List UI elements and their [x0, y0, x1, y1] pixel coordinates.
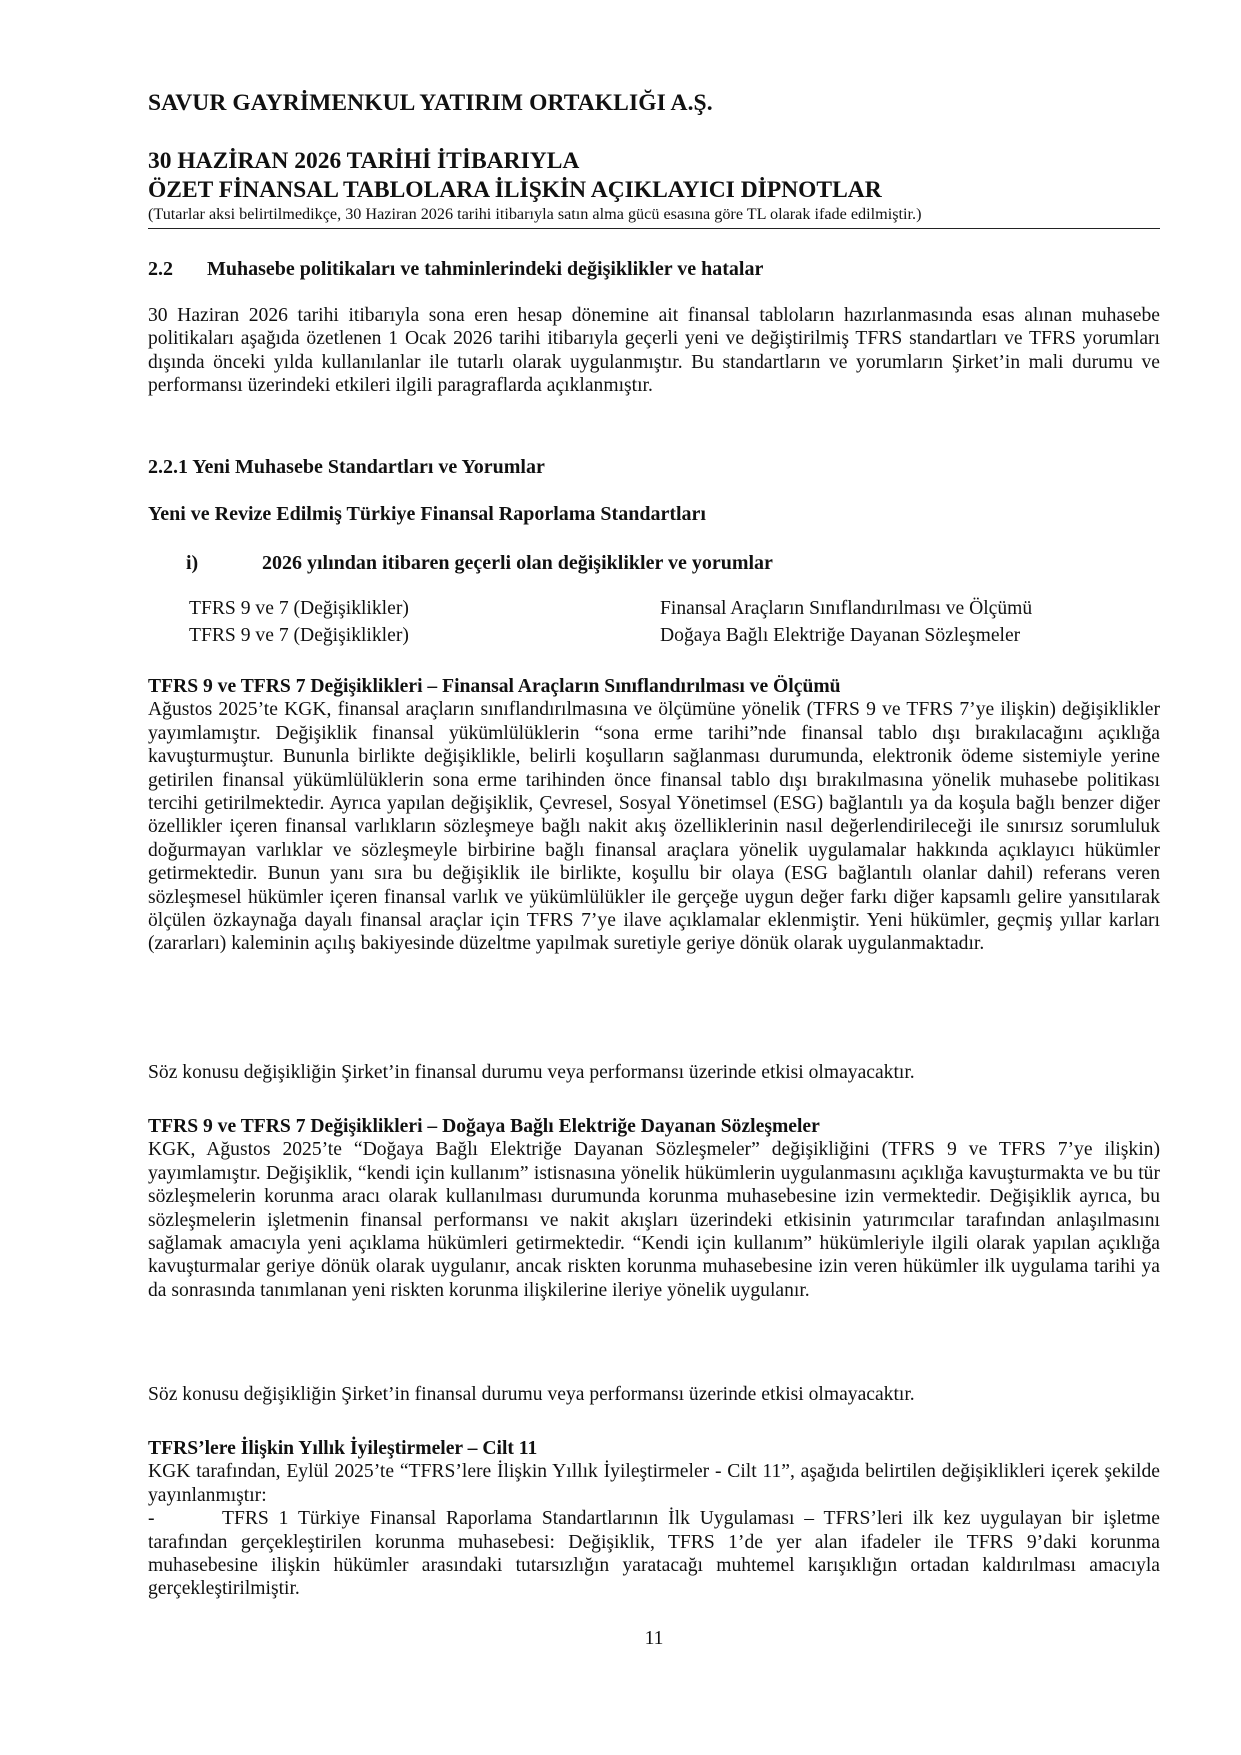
standard-description: Doğaya Bağlı Elektriğe Dayanan Sözleşmeler — [660, 625, 1021, 646]
report-title-line2: ÖZET FİNANSAL TABLOLARA İLİŞKİN AÇIKLAYICI DİPNOTLAR — [148, 177, 882, 203]
standard-description: Finansal Araçların Sınıflandırılması ve Ölçümü — [660, 598, 1033, 619]
header-divider — [148, 228, 1160, 229]
item-title: 2026 yılından itibaren geçerli olan değişiklikler ve yorumlar — [262, 552, 773, 574]
standards-subheading: Yeni ve Revize Edilmiş Türkiye Finansal Raporlama Standartları — [148, 503, 706, 525]
item-number: i) — [186, 552, 199, 574]
standard-name: TFRS 9 ve 7 (Değişiklikler) — [189, 598, 409, 619]
annual-improvements-bullet — [148, 1507, 1160, 1601]
paragraph-text: 30 Haziran 2026 tarihi itibarıyla sona eren hesap dönemine ait finansal tabloların hazırlanmasında esas alınan muhasebe politikaları aşağıda özetlenen 1 Ocak 2026 tarihi itibarıyla geçerli yeni ve değiştirilmiş TFRS standartları ve TFRS yorumları dışında önceki yılda kullanılanlar ile tutarlı olarak uygulanmıştır. Bu standartların ve yorumların Şirket’in mali durumu ve performansı üzerindeki etkileri ilgili paragraflarda açıklanmıştır. — [148, 305, 1160, 397]
report-subtitle: (Tutarlar aksi belirtilmedikçe, 30 Haziran 2026 tarihi itibarıyla satın alma gücü esasına göre TL olarak ifade edilmiştir.) — [148, 205, 922, 223]
annual-improvements-paragraph: KGK tarafından, Eylül 2025’te “TFRS’lere İlişkin Yıllık İyileştirmeler - Cilt 11”, aşağıda belirtilen değişiklikleri içerek şekilde yayınlanmıştır: — [148, 1461, 1160, 1506]
section-title: Muhasebe politikaları ve tahminlerindeki değişiklikler ve hatalar — [207, 258, 764, 280]
section-2-2-1-heading: 2.2.1 Yeni Muhasebe Standartları ve Yorumlar — [148, 456, 545, 478]
bullet-text: TFRS 1 Türkiye Finansal Raporlama Standartlarının İlk Uygulaması – TFRS’leri ilk kez uygulayan bir işletme tarafından gerçekleştirilen korunma muhasebesi: Değişiklik, TFRS 1’de yer alan ifadeler ile TFRS 9’daki korunma muhasebesine ilişkin hükümler arasındaki tutarsızlığın yaratacağı muhtemel karışıklığın ortadan kaldırılması amacıyla gerçekleştirilmiştir. — [148, 1508, 1160, 1600]
tfrs-classification-paragraph: Ağustos 2025’te KGK, finansal araçların sınıflandırılmasına ve ölçümüne yönelik (TFRS 9 ve TFRS 7’ye ilişkin) değişiklikler yayımlamıştır. Değişiklik finansal yükümlülüklerin “sona erme tarihi”nde finansal tablo dışı bırakılacağını açıklığa kavuşturmuştur. Bununla birlikte değişiklikle, belirli koşulların sağlanması durumunda, elektronik ödeme sistemiyle yerine getirilen finansal yükümlülüklerin sona erme tarihinden önce finansal tablo dışı bırakılmasına yönelik muhasebe politikası tercihi getirilmektedir. Ayrıca yapılan değişiklik, Çevresel, Sosyal Yönetimsel (ESG) bağlantılı ya da koşula bağlı benzer diğer özellikler içeren finansal varlıkların sözleşmeye bağlı nakit akış özelliklerinin nasıl değerlendirileceği ile sınırsız sorumluluk doğurmayan varlıklar ve sözleşmeyle birbirine bağlı finansal araçlara yönelik uygulamalar hakkında açıklayıcı hükümler getirmektedir. Bunun yanı sıra bu değişiklik ile birlikte, koşullu bir olaya (ESG bağlantılı olanlar dahil) referans veren sözleşmesel hükümler içeren finansal varlık ve yükümlülükler ile gerçeğe uygun değer farkı diğer kapsamlı gelire yansıtılarak ölçülen özkaynağa dayalı finansal araçlar için TFRS 7’ye ilave açıklamalar eklenmiştir. Yeni hükümler, geçmiş yıllar karları (zararları) kaleminin açılış bakiyesinde düzeltme yapılmak suretiyle geriye dönük olarak uygulanmaktadır. — [148, 699, 1160, 955]
standard-name: TFRS 9 ve 7 (Değişiklikler) — [189, 625, 409, 646]
item-i-heading — [186, 552, 773, 575]
tfrs-electricity-heading: TFRS 9 ve TFRS 7 Değişiklikleri – Doğaya Bağlı Elektriğe Dayanan Sözleşmeler — [148, 1116, 820, 1137]
report-title-line1: 30 HAZİRAN 2026 TARİHİ İTİBARIYLA — [148, 148, 580, 174]
section-2-2-heading — [148, 258, 763, 281]
company-name: SAVUR GAYRİMENKUL YATIRIM ORTAKLIĞI A.Ş. — [148, 90, 713, 116]
section-2-2-paragraph — [148, 304, 1160, 398]
tfrs-electricity-effect: Söz konusu değişikliğin Şirket’in finansal durumu veya performansı üzerinde etkisi olmayacaktır. — [148, 1384, 915, 1405]
section-number: 2.2 — [148, 258, 173, 280]
tfrs-classification-heading: TFRS 9 ve TFRS 7 Değişiklikleri – Finansal Araçların Sınıflandırılması ve Ölçümü — [148, 676, 841, 697]
bullet-marker: - — [148, 1508, 155, 1530]
page-number: 11 — [644, 1628, 664, 1649]
annual-improvements-section — [148, 1437, 1160, 1601]
tfrs-classification-section — [148, 675, 1160, 956]
tfrs-electricity-section — [148, 1115, 1160, 1302]
tfrs-classification-effect: Söz konusu değişikliğin Şirket’in finansal durumu veya performansı üzerinde etkisi olmayacaktır. — [148, 1062, 915, 1083]
annual-improvements-heading: TFRS’lere İlişkin Yıllık İyileştirmeler – Cilt 11 — [148, 1438, 538, 1459]
tfrs-electricity-paragraph: KGK, Ağustos 2025’te “Doğaya Bağlı Elektriğe Dayanan Sözleşmeler” değişikliğini (TFRS 9 ve TFRS 7’ye ilişkin) yayımlamıştır. Değişiklik, “kendi için kullanım” istisnasına yönelik hükümlerin uygulanmasını açıklığa kavuşturmakta ve bu tür sözleşmelerin korunma aracı olarak kullanılması durumunda korunma muhasebesine izin vermektedir. Değişiklik ayrıca, bu sözleşmelerin işletmenin finansal performansı ve nakit akışları üzerindeki etkisinin yatırımcılar tarafından anlaşılmasını sağlamak amacıyla yeni açıklama hükümleri getirmektedir. “Kendi için kullanım” hükümleriyle ilgili olarak yapılan açıklığa kavuşturmalar geriye dönük olarak uygulanır, ancak riskten korunma muhasebesine izin veren hükümler ilk uygulama tarihi ya da sonrasında tanımlanan yeni riskten korunma ilişkilerine ileriye yönelik uygulanır. — [148, 1139, 1160, 1301]
